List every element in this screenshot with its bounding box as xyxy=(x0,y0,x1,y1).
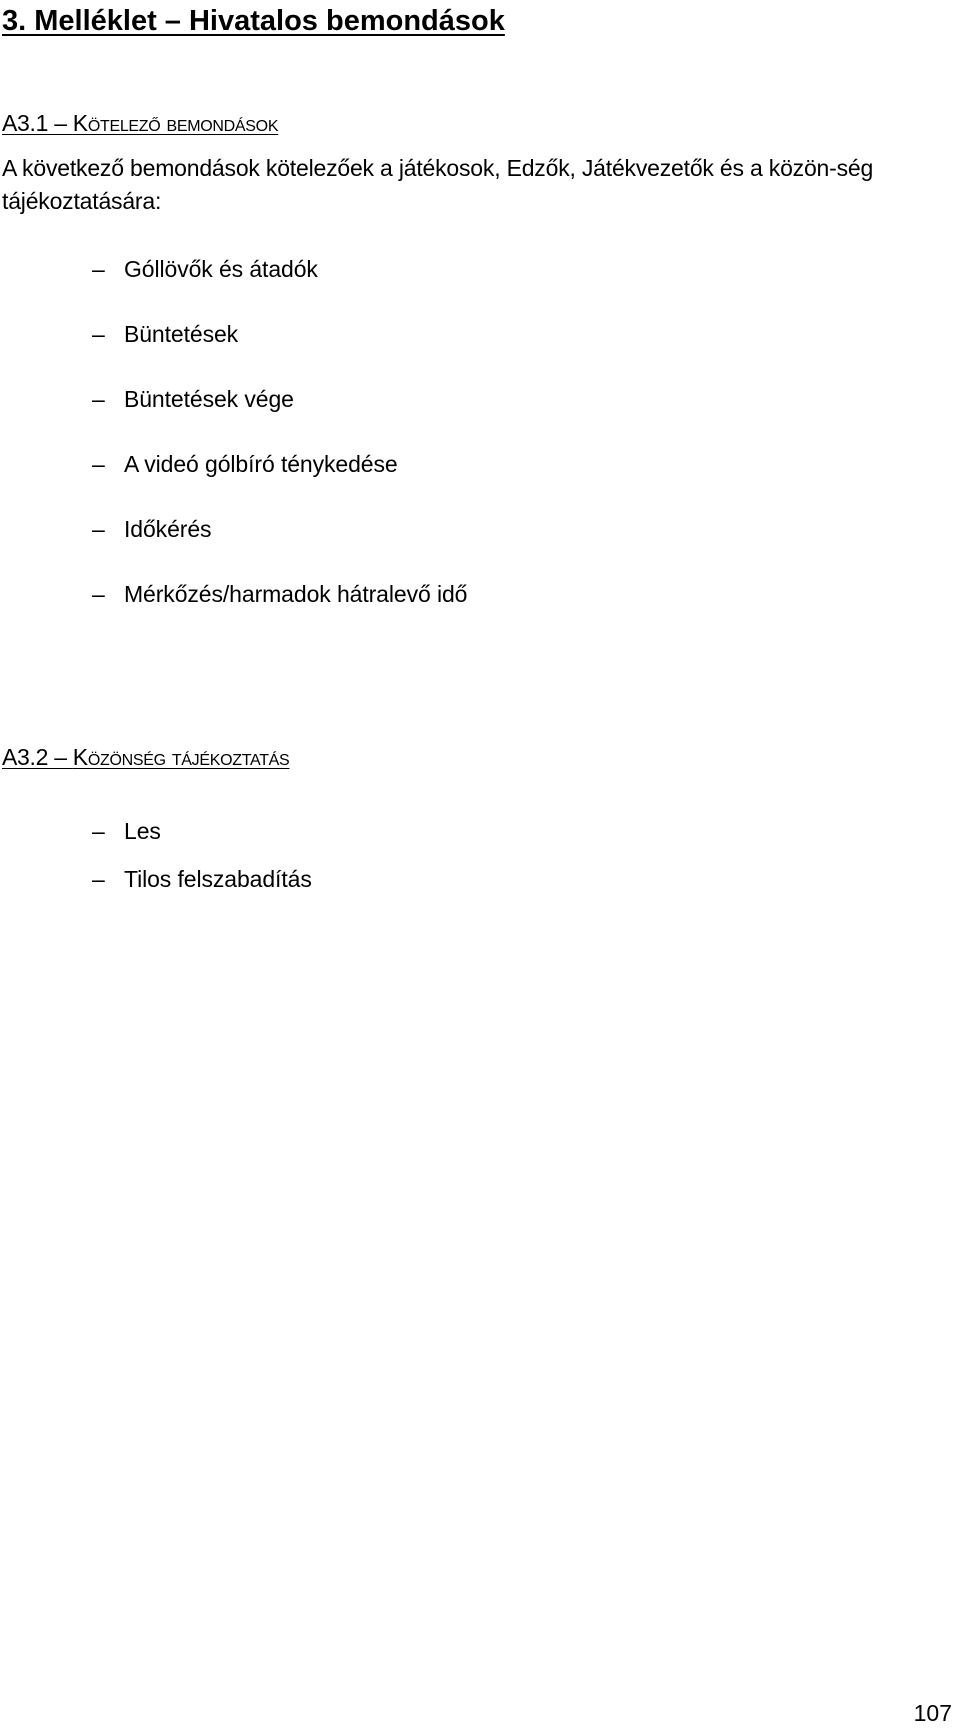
dash-marker: – xyxy=(92,818,105,844)
list-item: – A videó gólbíró ténykedése xyxy=(92,451,398,477)
public-info-list xyxy=(92,816,312,912)
dash-marker: – xyxy=(92,516,105,542)
list-item: – Mérkőzés/harmadok hátralevő idő xyxy=(92,581,468,607)
list-item: – Büntetések vége xyxy=(92,386,294,412)
dash-marker: – xyxy=(92,386,105,412)
list-item: – Góllövők és átadók xyxy=(92,256,318,282)
dash-marker: – xyxy=(92,866,105,892)
mandatory-announcements-list xyxy=(92,254,467,644)
chapter-title: 3. Melléklet – Hivatalos bemondások xyxy=(2,5,505,37)
list-item: – Les xyxy=(92,818,161,844)
intro-paragraph: A következő bemondások kötelezőek a játékosok, Edzők, Játékvezetők és a közön-ség tájékoztatására: xyxy=(2,155,874,214)
section-title: Kötelező bemondások xyxy=(72,110,279,136)
page-number: 107 xyxy=(913,1700,952,1726)
section-number: A3.2 – xyxy=(2,744,73,770)
dash-marker: – xyxy=(92,581,105,607)
list-item: – Tilos felszabadítás xyxy=(92,866,312,892)
list-item: – Büntetések xyxy=(92,321,239,347)
section-title: Közönség tájékoztatás xyxy=(72,744,290,770)
list-item: – Időkérés xyxy=(92,516,212,542)
dash-marker: – xyxy=(92,321,105,347)
section-heading-public-info xyxy=(2,742,289,772)
section-number: A3.1 – xyxy=(2,110,73,136)
dash-marker: – xyxy=(92,451,105,477)
dash-marker: – xyxy=(92,256,105,282)
section-heading-mandatory xyxy=(2,108,278,138)
